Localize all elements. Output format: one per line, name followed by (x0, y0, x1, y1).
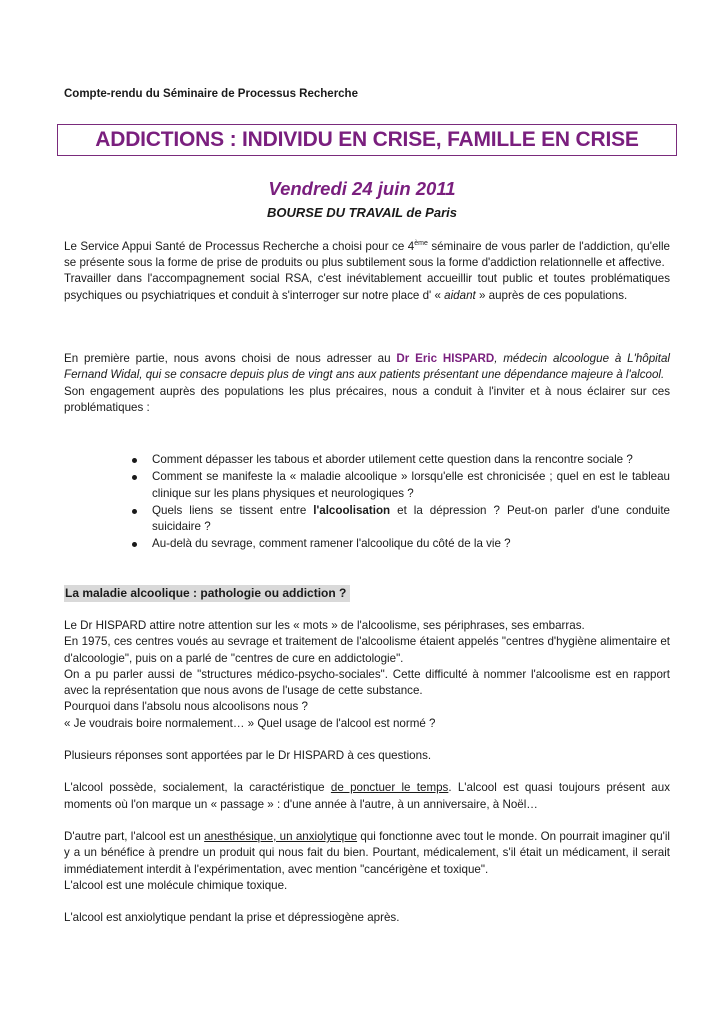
body-line: Pourquoi dans l'absolu nous alcoolisons nous ? (64, 700, 308, 714)
question-list (130, 452, 670, 554)
underlined-phrase: anesthésique, un anxiolytique (204, 829, 358, 843)
list-item: Au-delà du sevrage, comment ramener l'alcoolique du côté de la vie ? (130, 536, 670, 552)
title-box (57, 124, 677, 156)
body-line: En 1975, ces centres voués au sevrage et traitement de l'alcoolisme étaient appelés "centres d'hygiène alimentaire et d'alcoologie", puis on a parlé de "centres de cure en addictologie". (64, 635, 670, 665)
list-item: Quels liens se tissent entre l'alcoolisation et la dépression ? Peut-on parler d'une conduite suicidaire ? (130, 503, 670, 536)
event-date: Vendredi 24 juin 2011 (268, 178, 456, 199)
body-line: Le Dr HISPARD attire notre attention sur les « mots » de l'alcoolisme, ses périphrases, ses embarras. (64, 619, 585, 632)
bullet-icon (132, 458, 137, 463)
section-heading: La maladie alcoolique : pathologie ou addiction ? (64, 585, 350, 602)
report-subtitle: Compte-rendu du Séminaire de Processus Recherche (64, 88, 358, 100)
event-venue: BOURSE DU TRAVAIL de Paris (267, 205, 457, 220)
document-title: ADDICTIONS : INDIVIDU EN CRISE, FAMILLE EN CRISE (95, 128, 639, 151)
part1-paragraph-1: En première partie, nous avons choisi de nous adresser au Dr Eric HISPARD, médecin alcoologue à L'hôpital Fernand Widal, qui se consacre depuis plus de vingt ans aux patients présentant une dépendance majeure à l'alcool. (64, 352, 670, 382)
intro-paragraph-1: Le Service Appui Santé de Processus Recherche a choisi pour ce 4ème séminaire de vous parler de l'addiction, qu'elle se présente sous la forme de prise de produits ou plus subtilement sous la forme d'addiction relationnelle et affective. (64, 239, 671, 270)
responses-line: Plusieurs réponses sont apportées par le Dr HISPARD à ces questions. (64, 749, 432, 763)
body-line: On a pu parler aussi de "structures médico-psycho-sociales". Cette difficulté à nommer l'alcoolisme est en rapport avec la représentation que nous avons de l'usage de cette substance. (64, 667, 670, 698)
intro-paragraph-2: Travailler dans l'accompagnement social RSA, c'est inévitablement accueillir tout public et toutes problématiques psychiques ou psychiatriques et conduit à s'interroger sur notre place d' « aidant » auprès de ces populations. (64, 272, 670, 302)
intro-section (64, 236, 670, 304)
bullet-icon (132, 542, 137, 547)
ordinal-superscript: ème (414, 240, 428, 247)
underlined-phrase: de ponctuer le temps (330, 781, 449, 795)
toxic-line: L'alcool est une molécule chimique toxique. (64, 878, 288, 892)
last-line: L'alcool est anxiolytique pendant la prise et dépressiogène après. (64, 911, 400, 925)
social-paragraph: L'alcool possède, socialement, la caractéristique de ponctuer le temps. L'alcool est quasi toujours présent aux moments où l'on marque un « passage » : d'une année à l'autre, à un anniversaire, à Noël… (64, 781, 670, 811)
list-item: Comment se manifeste la « maladie alcoolique » lorsqu'elle est chronicisée ; quel en est le tableau clinique sur les plans physiques et neurologiques ? (130, 469, 670, 502)
bullet-icon (132, 475, 137, 480)
part1-section (64, 351, 670, 416)
part1-paragraph-2: Son engagement auprès des populations les plus précaires, nous a conduit à l'inviter et à nous éclairer sur ces problématiques : (64, 384, 670, 414)
body-line: « Je voudrais boire normalement… » Quel usage de l'alcool est normé ? (64, 716, 436, 730)
section-body (64, 618, 670, 926)
list-item: Comment dépasser les tabous et aborder utilement cette question dans la rencontre sociale ? (130, 452, 670, 468)
doctor-name: Dr Eric HISPARD (396, 352, 495, 365)
aidant-term: aidant (444, 288, 476, 302)
anesthetic-paragraph: D'autre part, l'alcool est un anesthésique, un anxiolytique qui fonctionne avec tout le monde. On pourrait imaginer qu'il y a un bénéfice à prendre un produit qui nous fait du bien. Pourtant, médicalement, s'il était un médicament, il serait immédiatement interdit à l'expérimentation, avec mention "cancérigène et toxique". (64, 829, 671, 876)
bullet-icon (132, 509, 137, 514)
